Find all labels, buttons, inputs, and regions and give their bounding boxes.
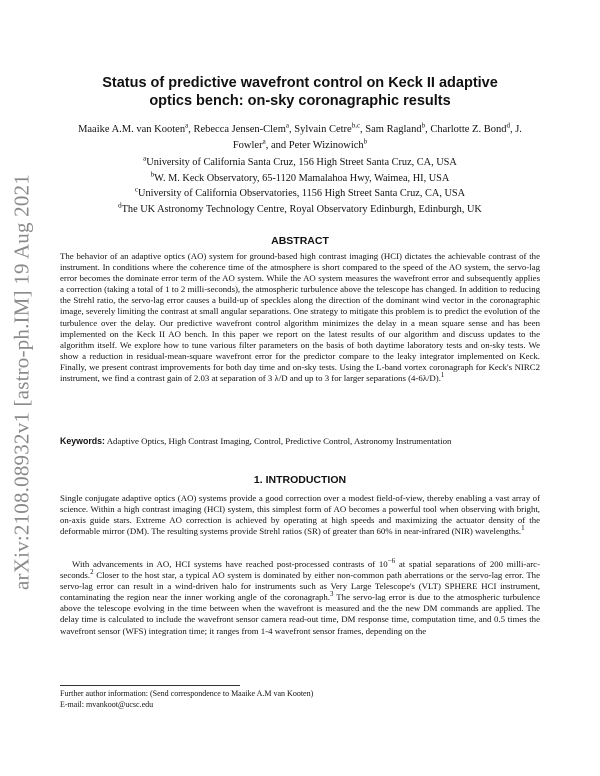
affiliation-list <box>60 155 540 217</box>
paper-title <box>60 74 540 110</box>
affil-mark: c <box>134 185 139 194</box>
author: Sam Ragland <box>365 124 422 135</box>
affiliation-text: The UK Astronomy Technology Centre, Royal Observatory Edinburgh, Edinburgh, UK <box>121 203 482 215</box>
footnote-divider <box>60 685 240 686</box>
affil-mark: d <box>118 201 122 210</box>
section-heading-introduction: 1. INTRODUCTION <box>253 474 347 486</box>
title-line-2: optics bench: on-sky coronagraphic results <box>149 93 451 109</box>
affil-mark: a <box>143 154 147 163</box>
author: Peter Wizinowich <box>288 140 364 151</box>
footnote-email[interactable]: E-mail: mvankoot@ucsc.edu <box>60 699 154 709</box>
intro-paragraph-2 <box>60 559 540 637</box>
citation-ref[interactable]: 1 <box>440 371 445 380</box>
author-affil-mark: d <box>506 121 510 130</box>
author: Rebecca Jensen-Clem <box>193 124 286 135</box>
paragraph-text: Closer to the host star, a typical AO system is dominated by either non-common path aberrations or the servo-lag error. The servo-lag error can result in a wind-driven halo for instruments such as Very Large Telescope's (VLT) SPHERE HCI instrument, contaminating the region near the inner working angle of the coronagraph. <box>60 570 540 603</box>
affiliation <box>60 155 540 171</box>
paragraph-text: at spatial separations of 200 milli-arc-seconds. <box>60 559 540 581</box>
author-affil-mark: a <box>285 121 289 130</box>
citation-ref[interactable]: 3 <box>329 590 334 599</box>
arxiv-sidebar <box>0 0 44 776</box>
keywords-label: Keywords: <box>60 436 105 446</box>
author-affil-mark: b <box>421 121 426 130</box>
abstract-heading: ABSTRACT <box>271 235 329 247</box>
author-affil-mark: a <box>185 121 189 130</box>
intro-paragraph-1 <box>60 493 540 537</box>
affiliation-text: University of California Observatories, 1156 High Street Santa Cruz, CA, USA <box>138 188 466 199</box>
paragraph-text: With advancements in AO, HCI systems have reached post-processed contrasts of 10 <box>72 559 388 569</box>
keywords-text: Adaptive Optics, High Contrast Imaging, Control, Predictive Control, Astronomy Instrumentation <box>106 436 452 446</box>
author-affil-mark: b,c <box>351 121 361 130</box>
citation-ref[interactable]: 2 <box>90 568 94 577</box>
author: Sylvain Cetre <box>294 124 352 135</box>
affiliation <box>60 202 540 218</box>
exponent: −6 <box>387 557 396 566</box>
affiliation <box>60 171 540 187</box>
author-affil-mark: b <box>363 137 368 146</box>
abstract-text: The behavior of an adaptive optics (AO) system for ground-based high contrast imaging (HCI) dictates the achievable contrast of the instrument. In conditions where the coherence time of the atmosphere is short compared to the speed of the AO system, the servo-lag error becomes the dominate error term of the AO system. While the AO system measures the wavefront error and subsequently applies a correction (taking a total of 1 to 2 milli-seconds), the atmospheric turbulence above the telescope has changed. In addition to reducing the Strehl ratio, the servo-lag error causes a build-up of speckles along the direction of the dominant wind vector in the coronagraphic image, severely limiting the contrast at small angular separations. One strategy to mitigate this problem is to predict the evolution of the turbulence over the delay. Our predictive wavefront control algorithm minimizes the delay in a mean square sense and has been implemented on the Keck II AO bench. In this paper we report on the latest results of our algorithm and discuss updates to the algorithm itself. We explore how to tune various filter parameters on the basis of both daytime laboratory tests and on-sky tests. We show a reduction in residual-mean-square wavefront error for the predictor compare to the leaky integrator implemented on Keck. Finally, we present contrast improvements for both day time and on-sky tests. Using the L-band vortex coronagraph for Keck's NIRC2 instrument, we find a contrast gain of 2.03 at separation of 3 λ/D and up to 3 for larger separations (4-6λ/D). <box>60 251 540 384</box>
affiliation-text: University of California Santa Cruz, 156 High Street Santa Cruz, CA, USA <box>146 157 457 168</box>
author: Charlotte Z. Bond <box>430 124 507 135</box>
author: J. Fowler <box>232 124 522 151</box>
footnote-line: Further author information: (Send correspondence to Maaike A.M van Kooten) <box>60 689 314 698</box>
paragraph-text: Single conjugate adaptive optics (AO) systems provide a good correction over a modest field-of-view, thereby enabling a vast array of science. Within a high contrast imaging (HCI) system, this simplest form of AO becomes a powerful tool when observing with bright, on-axis guide stars. Extreme AO correction is achieved by operating at high speeds and maximizing the actuator density of the deformable mirror (DM). The resulting systems provide Strehl ratios (SR) of greater than 60% in near-infrared (NIR) wavelengths. <box>60 493 540 537</box>
abstract-body <box>60 251 540 384</box>
citation-ref[interactable]: 1 <box>521 524 525 533</box>
author-list: Maaike A.M. van Kooten$^a$, Rebecca Jensen-Clem$^a$, Sylvain Cetre$^{b,c}$, Sam Ragland$^b$, Charlotte Z. Bond$^d$, J. Fowler$^a$, and Peter Wizinowich$^b$ <box>78 121 522 151</box>
author-affil-mark: a <box>262 137 266 146</box>
affil-mark: b <box>150 170 155 179</box>
paragraph-text: The servo-lag error is due to the atmospheric turbulence above the telescope evolving in the time between when the wavefront is measured and the the new DM commands are applied. The delay time is calculated to include the wavefront sensor camera read-out time, DM response time, computation time, and 0.5 times the wavefront sensor (WFS) integration time; it ranges from 1-4 wavefront sensor frames, depending on the <box>60 592 540 636</box>
title-line-1: Status of predictive wavefront control on Keck II adaptive <box>102 75 498 91</box>
arxiv-identifier[interactable]: arXiv:2108.08932v1 [astro-ph.IM] 19 Aug 2021 <box>9 174 34 590</box>
author: Maaike A.M. van Kooten <box>78 124 186 135</box>
footnote <box>60 689 540 710</box>
keywords <box>60 436 540 447</box>
affiliation-text: W. M. Keck Observatory, 65-1120 Mamalahoa Hwy, Waimea, HI, USA <box>154 172 450 184</box>
affiliation <box>60 186 540 202</box>
